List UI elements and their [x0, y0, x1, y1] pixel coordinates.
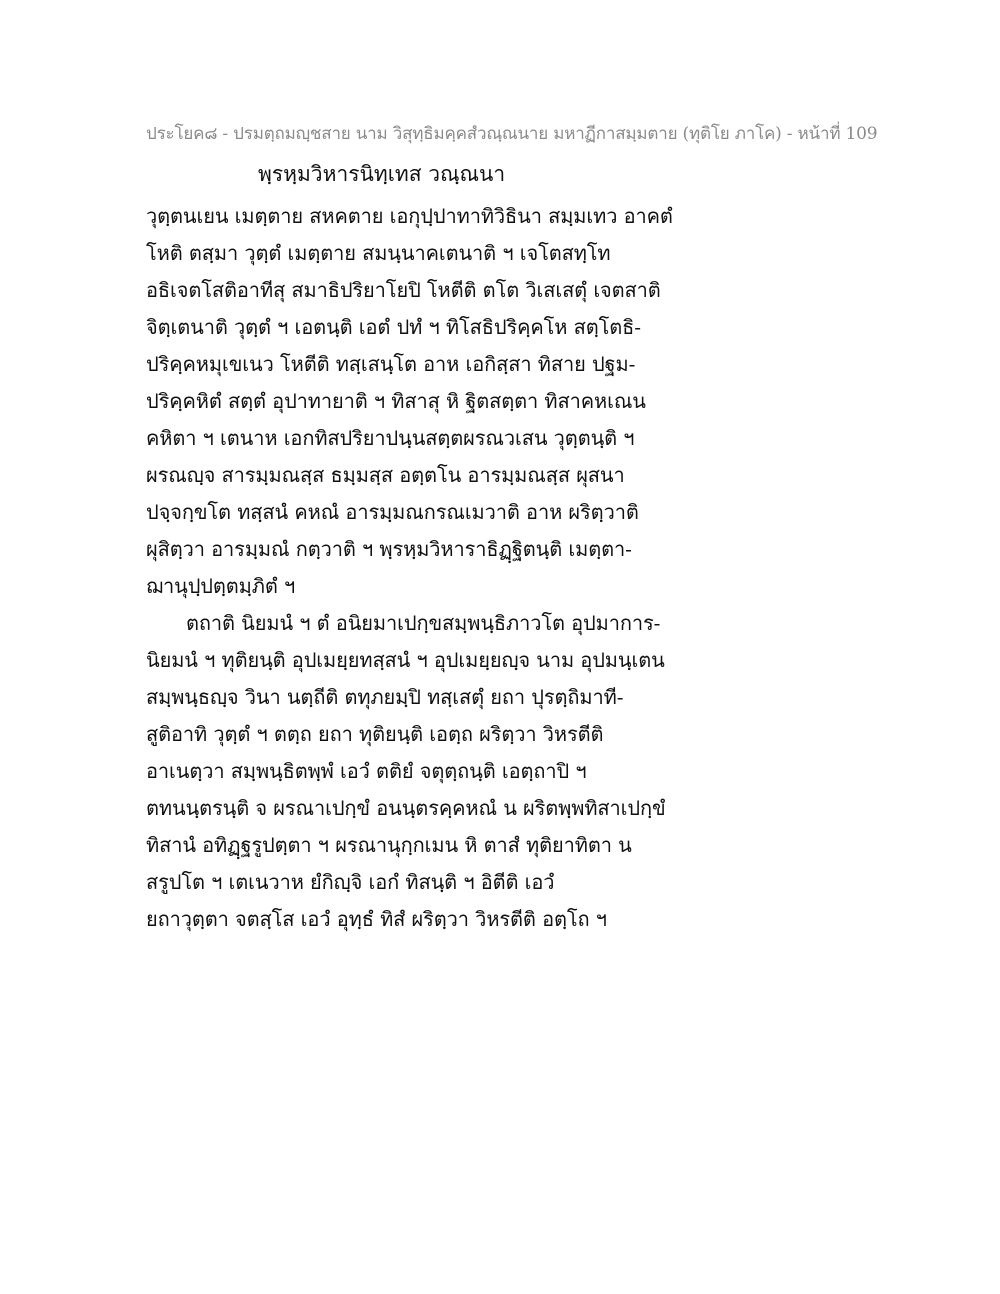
text-line: วุตฺตนเยน เมตฺตาย สหคตาย เอกุปฺปาทาทิวิธินา สมฺมเทว อาคตํ [146, 204, 673, 228]
text-line: จิตฺเตนาติ วุตฺตํ ฯ เอตนฺติ เอตํ ปทํ ฯ ทิโสธิปริคฺคโห สตฺโตธิ- [146, 315, 641, 339]
text-line: สูติอาทิ วุตฺตํ ฯ ตตฺถ ยถา ทุติยนฺติ เอตฺถ ผริตฺวา วิหรตีติ [146, 722, 604, 746]
text-line: คหิตา ฯ เตนาห เอกทิสปริยาปนฺนสตฺตผรณวเสน วุตฺตนฺติ ฯ [146, 426, 635, 450]
text-line: โหติ ตสฺมา วุตฺตํ เมตฺตาย สมนฺนาคเตนาติ ฯ เจโตสทฺโท [146, 241, 611, 265]
text-line: ผุสิตฺวา อารมฺมณํ กตฺวาติ ฯ พฺรหฺมวิหาราธิฏฺฐิตนฺติ เมตฺตา- [146, 537, 632, 561]
text-line: ตถาติ นิยมนํ ฯ ตํ อนิยมาเปกฺขสมฺพนฺธิภาวโต อุปมาการ- [186, 611, 661, 635]
text-line: ฌานุปฺปตฺตมฺภิตํ ฯ [146, 574, 296, 598]
running-header: ประโยค๘ - ปรมตฺถมญฺชสาย นาม วิสุทฺธิมคฺคสํวณฺณนาย มหาฏีกาสมฺมตาย (ทุติโย ภาโค) - หน้าที่ 109 [146, 124, 878, 144]
text-line: ตทนนฺตรนฺติ จ ผรณาเปกฺขํ อนนฺตรคฺคหณํ น ผริตพฺพทิสาเปกฺขํ [146, 796, 666, 820]
text-line: ปริคฺคหิตํ สตฺตํ อุปาทายาติ ฯ ทิสาสุ หิ ฐิตสตฺตา ทิสาคหเณน [146, 389, 646, 413]
text-line: ยถาวุตฺตา จตสฺโส เอวํ อุทฺธํ ทิสํ ผริตฺวา วิหรตีติ อตฺโถ ฯ [146, 907, 607, 931]
text-line: นิยมนํ ฯ ทุติยนฺติ อุปเมยฺยทสฺสนํ ฯ อุปเมยฺยญฺจ นาม อุปมนฺเตน [146, 648, 665, 672]
text-line: อาเนตฺวา สมฺพนฺธิตพฺพํ เอวํ ตติยํ จตุตฺถนฺติ เอตฺถาปิ ฯ [146, 759, 587, 783]
text-line: สมฺพนฺธญฺจ วินา นตฺถีติ ตทุภยมฺปิ ทสฺเสตุํ ยถา ปุรตฺถิมาที- [146, 685, 624, 709]
text-line: ปริคฺคหมุเขเนว โหตีติ ทสฺเสนฺโต อาห เอกิสฺสา ทิสาย ปฐม- [146, 352, 636, 376]
text-line: สรูปโต ฯ เตเนวาห ยํกิญฺจิ เอกํ ทิสนฺติ ฯ อิตีติ เอวํ [146, 870, 555, 894]
text-line: ผรณญฺจ สารมฺมณสฺส ธมฺมสฺส อตฺตโน อารมฺมณสฺส ผุสนา [146, 463, 625, 487]
section-title: พฺรหฺมวิหารนิทฺเทส วณฺณนา [258, 162, 506, 186]
text-line: อธิเจตโสติอาทีสุ สมาธิปริยาโยปิ โหตีติ ตโต วิเสเสตุํ เจตสาติ [146, 278, 661, 302]
text-line: ปจฺจกฺขโต ทสฺสนํ คหณํ อารมฺมณกรณเมวาติ อาห ผริตฺวาติ [146, 500, 639, 524]
text-line: ทิสานํ อทิฏฺฐรูปตฺตา ฯ ผรณานุกฺกเมน หิ ตาสํ ทุติยาทิตา น [146, 833, 632, 857]
body-text [146, 198, 866, 938]
